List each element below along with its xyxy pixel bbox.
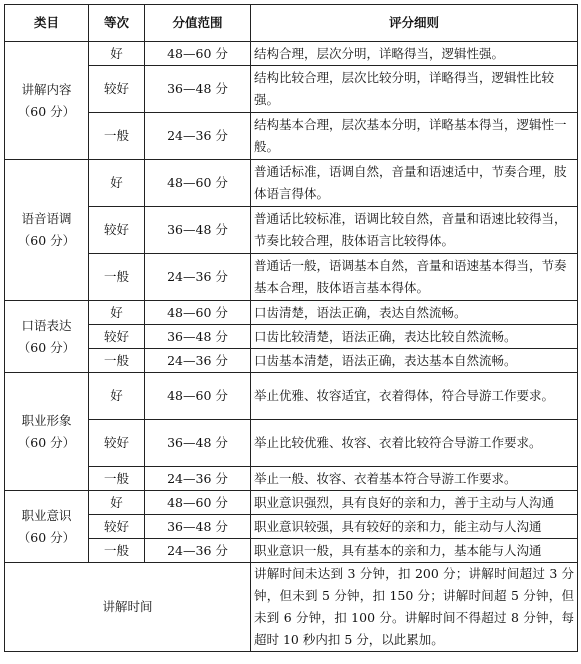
range-cell: 48—60 分 [145, 301, 251, 325]
range-cell: 36—48 分 [145, 207, 251, 254]
category-name: 语音语调 [21, 211, 72, 226]
range-cell: 48—60 分 [145, 42, 251, 66]
header-detail: 评分细则 [251, 5, 578, 42]
range-cell: 24—36 分 [145, 539, 251, 563]
table-row [5, 66, 578, 113]
table-row [5, 301, 578, 325]
grade-cell: 好 [89, 373, 145, 420]
grade-cell: 一般 [89, 349, 145, 373]
table-row [5, 515, 578, 539]
category-points: （60 分） [17, 103, 76, 119]
scoring-rubric-table [4, 4, 578, 652]
grade-cell: 较好 [89, 515, 145, 539]
detail-cell: 结构比较合理，层次比较分明，详略得当，逻辑性比较强。 [251, 66, 578, 113]
range-cell: 24—36 分 [145, 254, 251, 301]
detail-cell: 结构基本合理，层次基本分明，详略基本得当，逻辑性一般。 [251, 113, 578, 160]
range-cell: 36—48 分 [145, 420, 251, 467]
category-cell-awareness [5, 491, 89, 563]
table-row [5, 349, 578, 373]
table-row [5, 42, 578, 66]
category-cell-speech [5, 301, 89, 373]
timing-rules: 讲解时间未达到 3 分钟，扣 200 分；讲解时间超过 3 分钟，但未到 5 分钟，扣 150 分；讲解时间超 5 分钟，但未到 6 分钟，扣 100 分。讲解时间不得超过 8 分钟，每超时 10 秒内扣 5 分，以此累加。 [251, 563, 578, 652]
range-cell: 36—48 分 [145, 66, 251, 113]
detail-cell: 举止一般、妆容、衣着基本符合导游工作要求。 [251, 467, 578, 491]
detail-cell: 口齿基本清楚，语法正确，表达基本自然流畅。 [251, 349, 578, 373]
detail-cell: 口齿清楚，语法正确，表达自然流畅。 [251, 301, 578, 325]
category-cell-content [5, 42, 89, 160]
range-cell: 36—48 分 [145, 515, 251, 539]
detail-cell: 举止比较优雅、妆容、衣着比较符合导游工作要求。 [251, 420, 578, 467]
category-points: （60 分） [17, 529, 76, 545]
category-points: （60 分） [17, 233, 76, 248]
grade-cell: 好 [89, 42, 145, 66]
range-cell: 36—48 分 [145, 325, 251, 349]
detail-cell: 普通话标准，语调自然，音量和语速适中，节奏合理，肢体语言得体。 [251, 160, 578, 207]
range-cell: 48—60 分 [145, 160, 251, 207]
table-row [5, 539, 578, 563]
range-cell: 24—36 分 [145, 349, 251, 373]
grade-cell: 好 [89, 491, 145, 515]
grade-cell: 较好 [89, 325, 145, 349]
table-row [5, 373, 578, 420]
header-row [5, 5, 578, 42]
category-name: 口语表达 [21, 317, 72, 333]
grade-cell: 一般 [89, 539, 145, 563]
table-row [5, 254, 578, 301]
grade-cell: 一般 [89, 254, 145, 301]
detail-cell: 职业意识较强，具有较好的亲和力，能主动与人沟通 [251, 515, 578, 539]
detail-cell: 普通话一般，语调基本自然，音量和语速基本得当，节奏基本合理，肢体语言基本得体。 [251, 254, 578, 301]
table-row [5, 113, 578, 160]
table-row [5, 467, 578, 491]
header-category: 类目 [5, 5, 89, 42]
range-cell: 48—60 分 [145, 491, 251, 515]
detail-cell: 职业意识强烈，具有良好的亲和力，善于主动与人沟通 [251, 491, 578, 515]
detail-cell: 口齿比较清楚，语法正确，表达比较自然流畅。 [251, 325, 578, 349]
category-points: （60 分） [17, 434, 76, 450]
range-cell: 48—60 分 [145, 373, 251, 420]
category-name: 讲解内容 [21, 81, 72, 97]
grade-cell: 好 [89, 301, 145, 325]
grade-cell: 一般 [89, 113, 145, 160]
range-cell: 24—36 分 [145, 113, 251, 160]
grade-cell: 较好 [89, 66, 145, 113]
category-points: （60 分） [17, 339, 76, 355]
timing-row [5, 563, 578, 652]
category-cell-voice [5, 160, 89, 301]
grade-cell: 较好 [89, 420, 145, 467]
detail-cell: 结构合理，层次分明，详略得当，逻辑性强。 [251, 42, 578, 66]
header-range: 分值范围 [145, 5, 251, 42]
category-name: 职业形象 [21, 412, 72, 428]
grade-cell: 好 [89, 160, 145, 207]
table-row [5, 420, 578, 467]
grade-cell: 较好 [89, 207, 145, 254]
detail-cell: 举止优雅、妆容适宜，衣着得体，符合导游工作要求。 [251, 373, 578, 420]
detail-cell: 职业意识一般，具有基本的亲和力，基本能与人沟通 [251, 539, 578, 563]
header-grade: 等次 [89, 5, 145, 42]
category-name: 职业意识 [21, 507, 72, 523]
range-cell: 24—36 分 [145, 467, 251, 491]
detail-cell: 普通话比较标准，语调比较自然，音量和语速比较得当，节奏比较合理，肢体语言比较得体。 [251, 207, 578, 254]
timing-label: 讲解时间 [5, 563, 251, 652]
grade-cell: 一般 [89, 467, 145, 491]
table-row [5, 160, 578, 207]
table-row [5, 325, 578, 349]
category-cell-image [5, 373, 89, 491]
table-row [5, 207, 578, 254]
table-row [5, 491, 578, 515]
